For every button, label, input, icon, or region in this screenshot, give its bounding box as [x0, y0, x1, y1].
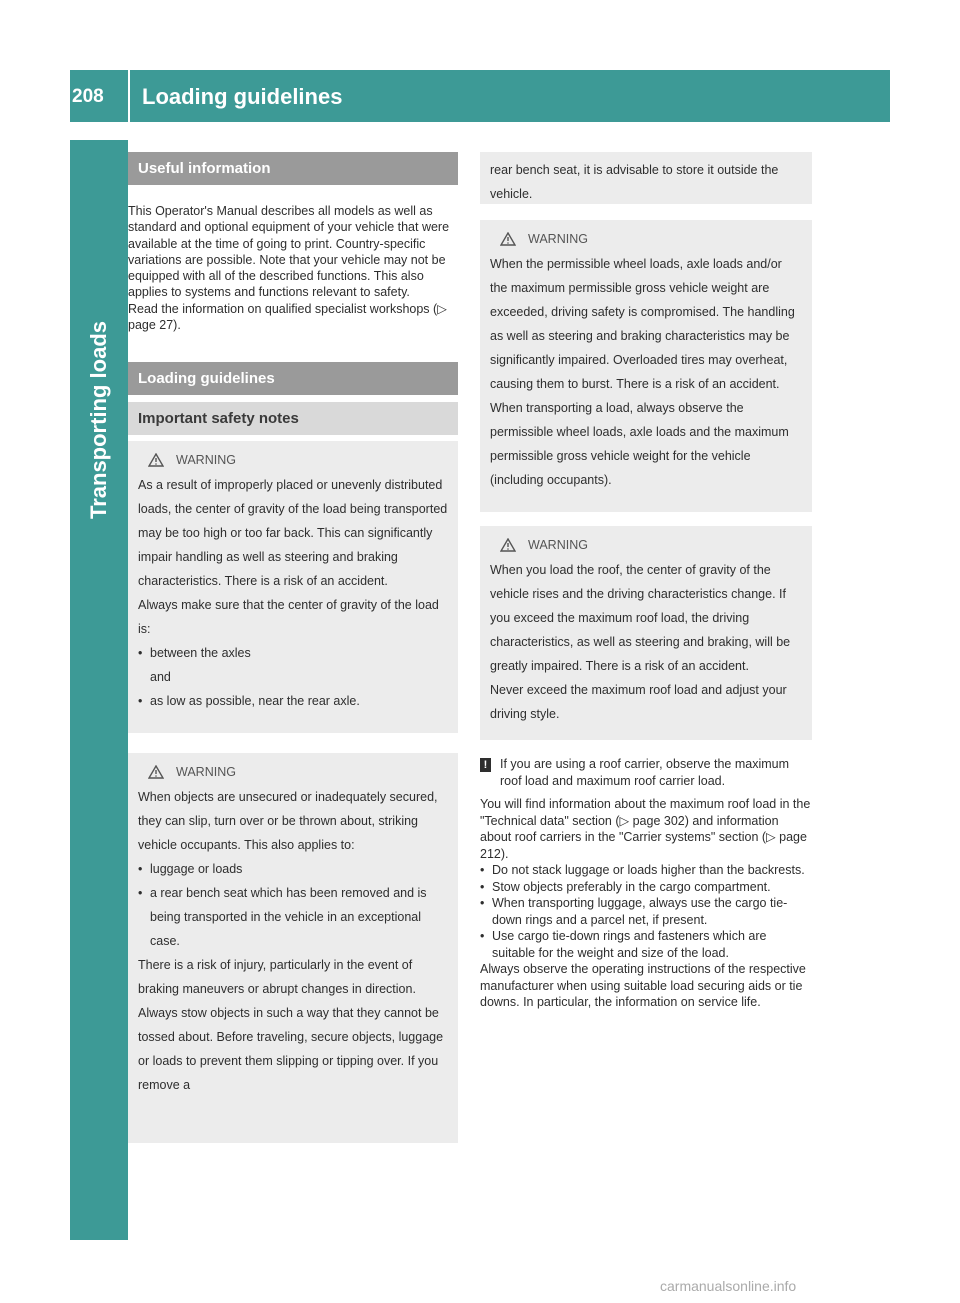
warning-text [490, 252, 802, 492]
warning-title [148, 451, 448, 469]
header-divider [128, 70, 130, 122]
exclamation-icon: ! [480, 758, 491, 772]
warning-label: WARNING [176, 765, 236, 780]
warning-box-roof-load [480, 526, 812, 740]
warning-box-load-placement [128, 441, 458, 733]
warning-bullets [138, 857, 448, 953]
warning-triangle-icon [500, 232, 516, 246]
watermark: carmanualsonline.info [660, 1278, 797, 1294]
warning-p2: There is a risk of injury, particularly in the event of braking maneuvers or abrupt changes in direction. [138, 958, 416, 997]
warning-continuation [480, 152, 812, 204]
warning-continuation-text: rear bench seat, it is advisable to store it outside the vehicle. [490, 163, 779, 201]
useful-info-heading: Useful information [128, 152, 458, 185]
list-item: • Do not stack luggage or loads higher than the backrests. [480, 862, 812, 879]
page-title: Loading guidelines [142, 84, 343, 109]
warning-label: WARNING [176, 453, 236, 468]
warning-and: and [150, 670, 171, 685]
list-item: • as low as possible, near the rear axle. [138, 689, 448, 713]
warning-p1: When you load the roof, the center of gravity of the vehicle rises and the driving characteristics change. If you exceed the maximum roof load, the driving characteristics, as well as steering and braking, will be greatly impaired. There is a risk of an accident. [490, 563, 791, 673]
warning-p1: When objects are unsecured or inadequately secured, they can slip, turn over or be thrown about, striking vehicle occupants. This also applies to: [138, 790, 438, 853]
warning-p1: When the permissible wheel loads, axle loads and/or the maximum permissible gross vehicle weight are exceeded, driving safety is compromised. The handling as well as steering and braking characteristics may be significantly impaired. Overloaded tires may overheat, causing them to burst. There is a risk of an accident. [490, 257, 795, 391]
warning-p2: Always make sure that the center of gravity of the load is: [138, 598, 439, 637]
warning-bullets [138, 641, 448, 665]
final-paragraph: Always observe the operating instructions of the respective manufacturer when using suitable load securing aids or tie downs. In particular, the information on service life. [480, 962, 806, 1009]
list-item: • When transporting luggage, always use the cargo tie-down rings and a parcel net, if present. [480, 895, 812, 928]
warning-p1: As a result of improperly placed or unevenly distributed loads, the center of gravity of the load being transported may be too high or too far back. This can significantly impair handling as well as steering and braking characteristics. There is a risk of an accident. [138, 478, 448, 589]
warning-title [500, 536, 802, 554]
list-item: • Use cargo tie-down rings and fasteners which are suitable for the weight and size of the load. [480, 928, 812, 961]
list-item: • a rear bench seat which has been removed and is being transported in the vehicle in an exceptional case. [138, 881, 448, 953]
warning-bullets-2 [138, 689, 448, 713]
page-number: 208 [72, 86, 104, 107]
left-column [128, 152, 458, 1143]
right-column [480, 152, 812, 1011]
warning-title [148, 763, 448, 781]
list-item: • luggage or loads [138, 857, 448, 881]
warning-p3: Always stow objects in such a way that they cannot be tossed about. Before traveling, secure objects, luggage or loads to prevent them slipping or tipping over. If you remove a [138, 1006, 444, 1093]
right-body [480, 796, 812, 1011]
loading-bullets [480, 862, 812, 961]
warning-triangle-icon [148, 453, 164, 467]
warning-box-unsecured-objects [128, 753, 458, 1143]
useful-info-body [128, 203, 458, 333]
warning-p2: When transporting a load, always observe the permissible wheel loads, axle loads and the maximum permissible gross vehicle weight for the vehicle (including occupants). [490, 401, 789, 487]
warning-title [500, 230, 802, 248]
warning-triangle-icon [500, 538, 516, 552]
notice-text: If you are using a roof carrier, observe the maximum roof load and maximum roof carrier load. [500, 757, 790, 788]
find-info-paragraph: You will find information about the maximum roof load in the "Technical data" section (▷ page 302) and information about roof carriers in the "Carrier systems" section (▷ page 212). [480, 797, 811, 861]
useful-info-p2: Read the information on qualified specialist workshops (▷ page 27). [128, 301, 447, 333]
warning-text [138, 785, 448, 1097]
useful-info-p1: This Operator's Manual describes all models as well as standard and optional equipment of your vehicle that were available at the time of going to print. Country-specific variations are possible. Note that your vehicle may not be equipped with all of the described functions. This also applies to systems and functions relevant to safety. [128, 204, 450, 300]
warning-box-overload [480, 220, 812, 512]
safety-notes-heading: Important safety notes [128, 402, 458, 435]
warning-text [138, 473, 448, 713]
side-tab-text: Transporting loads [86, 320, 111, 520]
list-item: • Stow objects preferably in the cargo compartment. [480, 879, 812, 896]
loading-guidelines-heading: Loading guidelines [128, 362, 458, 395]
warning-label: WARNING [528, 232, 588, 246]
warning-label: WARNING [528, 538, 588, 552]
warning-p2: Never exceed the maximum roof load and adjust your driving style. [490, 683, 787, 721]
notice-roof-carrier [480, 756, 812, 790]
warning-text [490, 558, 802, 726]
list-item: • between the axles [138, 641, 448, 665]
side-tab-label [70, 140, 128, 700]
warning-triangle-icon [148, 765, 164, 779]
